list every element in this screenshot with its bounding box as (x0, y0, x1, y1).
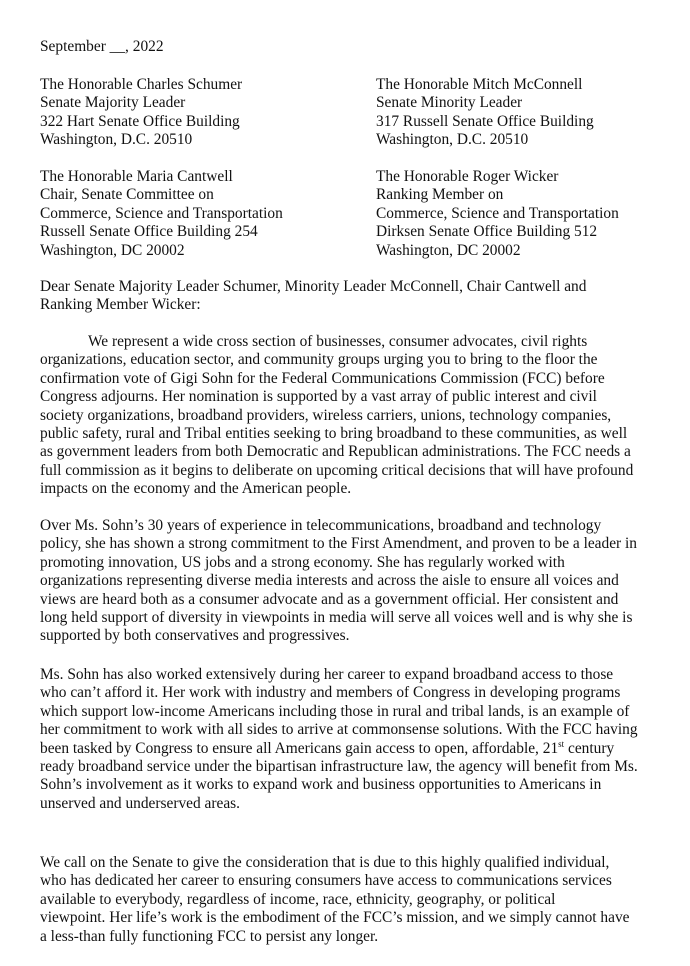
address-line: Ranking Member on (376, 186, 504, 204)
addressee-cantwell (40, 168, 283, 260)
paragraph-line: We call on the Senate to give the consideration that is due to this highly qualified individual, (40, 854, 610, 871)
paragraph-line: ready broadband service under the bipartisan infrastructure law, the agency will benefit from Ms. (40, 758, 638, 776)
addressee-schumer (40, 76, 242, 150)
salutation (40, 278, 586, 315)
paragraph-line-text: been tasked by Congress to ensure all Americans gain access to open, affordable, 21 (40, 739, 559, 757)
address-line: 322 Hart Senate Office Building (40, 112, 240, 130)
paragraph-line: policy, she has shown a strong commitment to the First Amendment, and proven to be a leader in (40, 535, 637, 553)
address-line: The Honorable Roger Wicker (376, 168, 559, 185)
letter-date (40, 38, 164, 56)
paragraph-line: society organizations, broadband providers, wireless carriers, unions, technology companies, (40, 406, 612, 424)
salutation-line: Dear Senate Majority Leader Schumer, Minority Leader McConnell, Chair Cantwell and (40, 278, 587, 295)
paragraph-line: Over Ms. Sohn’s 30 years of experience in telecommunications, broadband and technology (40, 517, 602, 534)
paragraph-2 (40, 517, 637, 646)
paragraph-line (40, 740, 638, 758)
paragraph-4 (40, 854, 629, 946)
paragraph-line: views are heard both as a consumer advocate and as a government official. Her consistent and (40, 590, 619, 608)
paragraph-line: viewpoint. Her life’s work is the embodiment of the FCC’s mission, and we simply cannot have (40, 909, 630, 927)
address-line: 317 Russell Senate Office Building (376, 112, 594, 130)
address-line: Washington, DC 20002 (40, 241, 185, 259)
paragraph-1 (40, 333, 633, 499)
paragraph-line: Ms. Sohn has also worked extensively during her career to expand broadband access to those (40, 666, 614, 683)
paragraph-line: unserved and underserved areas. (40, 794, 240, 812)
address-line: Chair, Senate Committee on (40, 186, 214, 204)
address-line: Commerce, Science and Transportation (376, 204, 619, 222)
paragraph-line: who has dedicated her career to ensuring consumers have access to communications services (40, 872, 612, 890)
paragraph-line: impacts on the economy and the American people. (40, 480, 352, 498)
superscript: st (558, 738, 565, 749)
address-line: Russell Senate Office Building 254 (40, 223, 258, 241)
paragraph-line: long held support of diversity in viewpoints in media will serve all voices well and is why she is (40, 609, 633, 627)
paragraph-line: as government leaders from both Democratic and Republican administrations. The FCC needs a (40, 443, 631, 461)
paragraph-line: Sohn’s involvement as it works to expand work and business opportunities to Americans in (40, 776, 602, 794)
paragraph-line: a less-than fully functioning FCC to persist any longer. (40, 927, 379, 945)
paragraph-line: available to everybody, regardless of income, race, ethnicity, geography, or political (40, 890, 556, 908)
address-line: The Honorable Charles Schumer (40, 76, 243, 93)
paragraph-line: public safety, rural and Tribal entities seeking to bring broadband to these communities, as well (40, 425, 628, 443)
date-text: September __, 2022 (40, 38, 164, 55)
paragraph-line: promoting innovation, US jobs and a strong economy. She has regularly worked with (40, 553, 565, 571)
addressee-mcconnell (376, 76, 594, 150)
paragraph-line: organizations, education sector, and community groups urging you to bring to the floor the (40, 351, 598, 369)
address-line: Senate Minority Leader (376, 94, 523, 112)
paragraph-line: organizations representing diverse media interests and across the aisle to ensure all voices and (40, 572, 619, 590)
address-line: Washington, DC 20002 (376, 241, 521, 259)
addressee-wicker (376, 168, 619, 260)
address-line: Washington, D.C. 20510 (376, 131, 529, 149)
paragraph-line: confirmation vote of Gigi Sohn for the Federal Communications Commission (FCC) before (40, 369, 605, 387)
address-line: Dirksen Senate Office Building 512 (376, 223, 598, 241)
paragraph-line: We represent a wide cross section of businesses, consumer advocates, civil rights (88, 333, 588, 350)
address-line: The Honorable Maria Cantwell (40, 168, 233, 185)
address-line: Senate Majority Leader (40, 94, 186, 112)
address-line: The Honorable Mitch McConnell (376, 76, 583, 93)
paragraph-line: Congress adjourns. Her nomination is supported by a vast array of public interest and civil (40, 388, 597, 406)
salutation-line: Ranking Member Wicker: (40, 296, 201, 314)
paragraph-line: full commission as it begins to deliberate on upcoming critical decisions that will have profound (40, 461, 634, 479)
address-line: Washington, D.C. 20510 (40, 131, 193, 149)
paragraph-line: supported by both conservatives and progressives. (40, 627, 350, 645)
paragraph-line-text: century (564, 739, 615, 757)
paragraph-3 (40, 666, 638, 813)
address-line: Commerce, Science and Transportation (40, 204, 283, 222)
paragraph-line: her commitment to work with all sides to arrive at commonsense solutions. With the FCC having (40, 721, 638, 739)
paragraph-line: who can’t afford it. Her work with industry and members of Congress in developing programs (40, 684, 621, 702)
paragraph-line: which support low-income Americans including those in rural and tribal lands, is an example of (40, 702, 630, 720)
